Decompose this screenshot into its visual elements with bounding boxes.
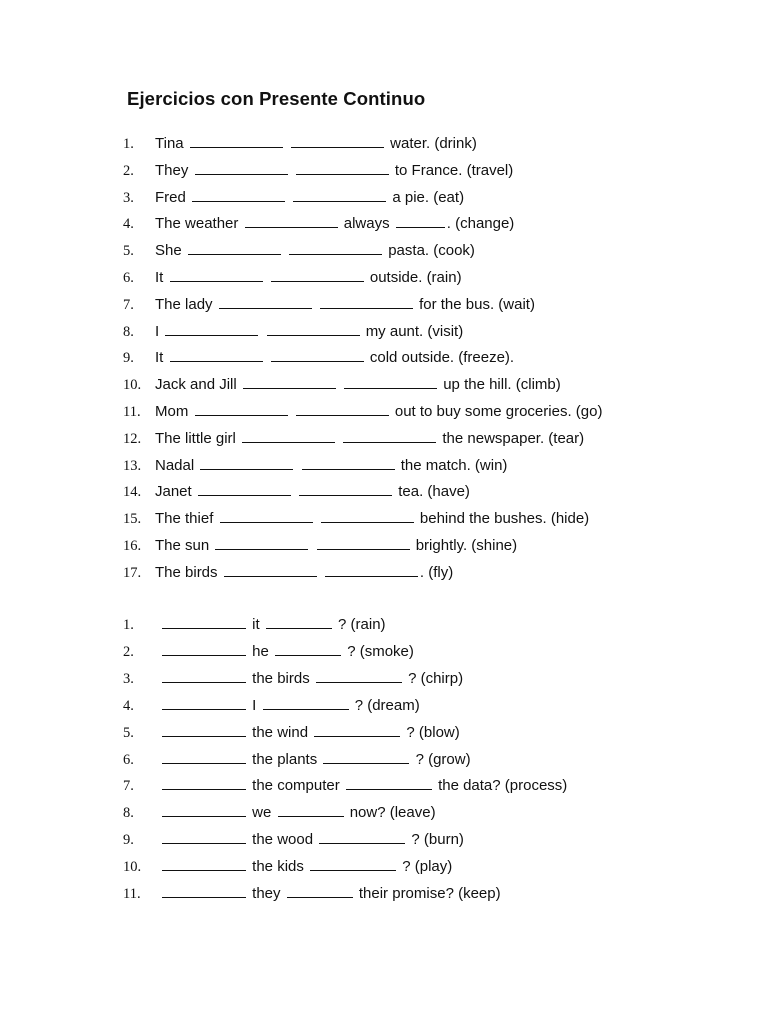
sentence-subject: She [155, 242, 182, 260]
answer-blank[interactable] [162, 762, 246, 764]
sentence-ending: cold outside. (freeze). [369, 349, 515, 367]
answer-blank[interactable] [293, 200, 386, 202]
answer-blank[interactable] [198, 494, 291, 496]
answer-blank[interactable] [215, 548, 308, 550]
exercise-item [0, 374, 768, 396]
question-item [0, 668, 768, 690]
answer-blank[interactable] [343, 441, 436, 443]
sentence-ending: to France. (travel) [394, 161, 514, 179]
question-item [0, 829, 768, 851]
question-subject: he [252, 642, 269, 660]
answer-blank[interactable] [299, 494, 392, 496]
answer-blank[interactable] [170, 360, 263, 362]
exercise-item [0, 240, 768, 262]
item-sentence [155, 347, 514, 369]
answer-blank[interactable] [278, 815, 344, 817]
answer-blank[interactable] [162, 681, 246, 683]
answer-blank[interactable] [321, 521, 414, 523]
item-number: 1. [123, 617, 134, 633]
item-sentence [155, 455, 507, 477]
question-ending: ? (chirp) [408, 669, 464, 687]
answer-blank[interactable] [162, 627, 246, 629]
answer-blank[interactable] [287, 896, 353, 898]
sentence-ending: behind the bushes. (hide) [419, 510, 590, 528]
sentence-ending: tea. (have) [398, 483, 470, 501]
question-item [0, 802, 768, 824]
answer-blank[interactable] [162, 815, 246, 817]
question-subject: it [252, 616, 260, 633]
item-number: 4. [123, 216, 134, 233]
exercise-item [0, 428, 768, 450]
sentence-ending: a pie. (eat) [392, 188, 465, 206]
item-sentence [155, 160, 513, 182]
item-question [160, 749, 471, 771]
item-number: 7. [123, 778, 134, 795]
item-number: 6. [123, 270, 134, 286]
sentence-subject: The sun [155, 537, 210, 554]
question-item [0, 749, 768, 771]
question-item [0, 614, 768, 636]
answer-blank[interactable] [314, 735, 400, 737]
question-ending: the data? (process) [438, 777, 568, 795]
answer-blank[interactable] [263, 708, 349, 710]
item-number: 5. [123, 243, 134, 260]
exercise-item [0, 213, 768, 235]
answer-blank[interactable] [162, 869, 246, 871]
question-subject: the computer [252, 777, 340, 795]
question-ending: ? (blow) [406, 723, 460, 741]
answer-blank[interactable] [319, 842, 405, 844]
answer-blank[interactable] [192, 200, 285, 202]
sentence-ending: outside. (rain) [369, 269, 462, 286]
item-number: 9. [123, 350, 134, 367]
answer-blank[interactable] [266, 627, 332, 629]
item-number: 17. [123, 564, 142, 581]
item-sentence [155, 321, 463, 343]
question-ending: ? (smoke) [347, 642, 414, 660]
item-question [160, 722, 460, 744]
sentence-subject: I [155, 322, 160, 340]
item-question [160, 802, 436, 824]
question-ending: ? (rain) [338, 616, 386, 633]
question-ending: ? (play) [402, 858, 453, 876]
question-item [0, 695, 768, 717]
answer-blank[interactable] [165, 334, 258, 336]
answer-blank[interactable] [162, 788, 246, 790]
exercise-item [0, 267, 768, 289]
question-subject: they [252, 885, 281, 902]
sentence-ending: my aunt. (visit) [365, 322, 464, 340]
sentence-subject: The thief [155, 510, 214, 528]
answer-blank[interactable] [267, 334, 360, 336]
item-number: 10. [123, 377, 142, 394]
question-ending: ? (burn) [411, 831, 464, 849]
item-question [160, 668, 463, 690]
item-sentence [155, 240, 475, 262]
question-subject: we [252, 804, 272, 822]
item-number: 9. [123, 832, 134, 849]
answer-blank[interactable] [219, 307, 312, 309]
item-number: 7. [123, 296, 134, 313]
answer-blank[interactable] [162, 842, 246, 844]
item-number: 8. [123, 805, 134, 822]
answer-blank[interactable] [275, 654, 341, 656]
sentence-ending: pasta. (cook) [388, 242, 475, 260]
item-sentence [155, 294, 535, 316]
answer-blank[interactable] [245, 226, 338, 228]
question-item [0, 641, 768, 663]
item-sentence [155, 133, 477, 155]
sentence-ending: water. (drink) [390, 135, 477, 152]
exercise-item [0, 455, 768, 477]
answer-blank[interactable] [291, 146, 384, 148]
item-number: 5. [123, 724, 134, 741]
item-question [160, 614, 386, 636]
sentence-subject: Mom [155, 403, 189, 420]
answer-blank[interactable] [344, 387, 437, 389]
item-sentence [155, 267, 462, 289]
item-number: 8. [123, 323, 134, 340]
item-sentence [155, 401, 602, 423]
sentence-ending: the newspaper. (tear) [442, 429, 585, 447]
answer-blank[interactable] [242, 441, 335, 443]
answer-blank[interactable] [195, 414, 288, 416]
answer-blank[interactable] [310, 869, 396, 871]
item-sentence [155, 187, 464, 209]
item-sentence [155, 374, 561, 396]
answer-blank[interactable] [190, 146, 283, 148]
page-title: Ejercicios con Presente Continuo [127, 88, 426, 109]
question-subject: the wind [252, 723, 309, 741]
question-subject: the wood [252, 831, 314, 849]
exercise-item [0, 508, 768, 530]
item-sentence [155, 562, 453, 584]
sentence-middle: always [343, 215, 390, 233]
answer-blank[interactable] [296, 414, 389, 416]
answer-blank[interactable] [323, 762, 409, 764]
answer-blank[interactable] [162, 735, 246, 737]
sentence-ending: . (fly) [419, 563, 454, 581]
exercise-item [0, 535, 768, 557]
sentence-subject: The lady [155, 295, 213, 313]
item-sentence [155, 428, 584, 450]
answer-blank[interactable] [162, 654, 246, 656]
answer-blank[interactable] [317, 548, 410, 550]
item-number: 6. [123, 751, 134, 768]
answer-blank[interactable] [188, 253, 281, 255]
item-question [160, 829, 464, 851]
exercise-item [0, 321, 768, 343]
item-number: 3. [123, 670, 134, 687]
sentence-subject: Jack and Jill [155, 376, 237, 394]
sentence-subject: It [155, 269, 164, 286]
item-number: 14. [123, 484, 142, 501]
exercise-item [0, 401, 768, 423]
answer-blank[interactable] [170, 280, 263, 282]
item-number: 2. [123, 162, 134, 179]
item-number: 13. [123, 457, 142, 474]
item-sentence [155, 213, 514, 235]
item-number: 16. [123, 538, 142, 554]
exercise-item [0, 160, 768, 182]
item-question [160, 641, 414, 663]
answer-blank[interactable] [162, 896, 246, 898]
sentence-subject: Janet [155, 483, 192, 501]
sentence-subject: Tina [155, 135, 184, 152]
exercise-item [0, 481, 768, 503]
item-number: 15. [123, 511, 142, 528]
item-number: 1. [123, 136, 134, 152]
question-subject: the birds [252, 669, 310, 687]
item-number: 12. [123, 430, 142, 447]
question-item [0, 722, 768, 744]
item-number: 4. [123, 697, 134, 714]
question-item [0, 856, 768, 878]
sentence-ending: . (change) [446, 215, 515, 233]
item-number: 2. [123, 643, 134, 660]
answer-blank[interactable] [271, 360, 364, 362]
answer-blank[interactable] [320, 307, 413, 309]
answer-blank[interactable] [200, 468, 293, 470]
answer-blank[interactable] [296, 173, 389, 175]
sentence-subject: It [155, 349, 164, 367]
answer-blank[interactable] [162, 708, 246, 710]
answer-blank[interactable] [302, 468, 395, 470]
sentence-subject: Fred [155, 188, 186, 206]
sentence-subject: The birds [155, 563, 218, 581]
sentence-ending: the match. (win) [400, 456, 508, 474]
sentence-ending: up the hill. (climb) [443, 376, 561, 394]
answer-blank[interactable] [224, 575, 317, 577]
answer-blank[interactable] [271, 280, 364, 282]
sentence-ending: out to buy some groceries. (go) [394, 403, 603, 420]
exercise-item [0, 347, 768, 369]
question-subject: the kids [252, 858, 304, 876]
item-question [160, 883, 501, 905]
question-ending: their promise? (keep) [358, 885, 501, 902]
item-question [160, 856, 452, 878]
item-sentence [155, 535, 517, 557]
sentence-subject: The little girl [155, 429, 236, 447]
sentence-ending: for the bus. (wait) [419, 295, 535, 313]
question-item [0, 775, 768, 797]
exercise-item [0, 294, 768, 316]
answer-blank[interactable] [316, 681, 402, 683]
answer-blank[interactable] [243, 387, 336, 389]
answer-blank[interactable] [220, 521, 313, 523]
sentence-ending: brightly. (shine) [415, 537, 518, 554]
sentence-subject: They [155, 161, 189, 179]
exercise-item [0, 187, 768, 209]
item-question [160, 775, 567, 797]
question-ending: ? (grow) [415, 750, 471, 768]
sentence-subject: Nadal [155, 456, 195, 474]
item-number: 10. [123, 859, 142, 876]
item-number: 11. [123, 404, 141, 420]
answer-blank[interactable] [195, 173, 288, 175]
exercise-item [0, 562, 768, 584]
question-subject: the plants [252, 750, 318, 768]
answer-blank[interactable] [396, 226, 445, 228]
question-ending: ? (dream) [354, 696, 420, 714]
sentence-subject: The weather [155, 215, 239, 233]
item-number: 3. [123, 189, 134, 206]
answer-blank[interactable] [325, 575, 418, 577]
item-sentence [155, 481, 470, 503]
question-subject: I [252, 696, 257, 714]
answer-blank[interactable] [289, 253, 382, 255]
item-question [160, 695, 420, 717]
question-ending: now? (leave) [349, 804, 436, 822]
question-item [0, 883, 768, 905]
answer-blank[interactable] [346, 788, 432, 790]
item-number: 11. [123, 886, 141, 902]
item-sentence [155, 508, 589, 530]
exercise-item [0, 133, 768, 155]
